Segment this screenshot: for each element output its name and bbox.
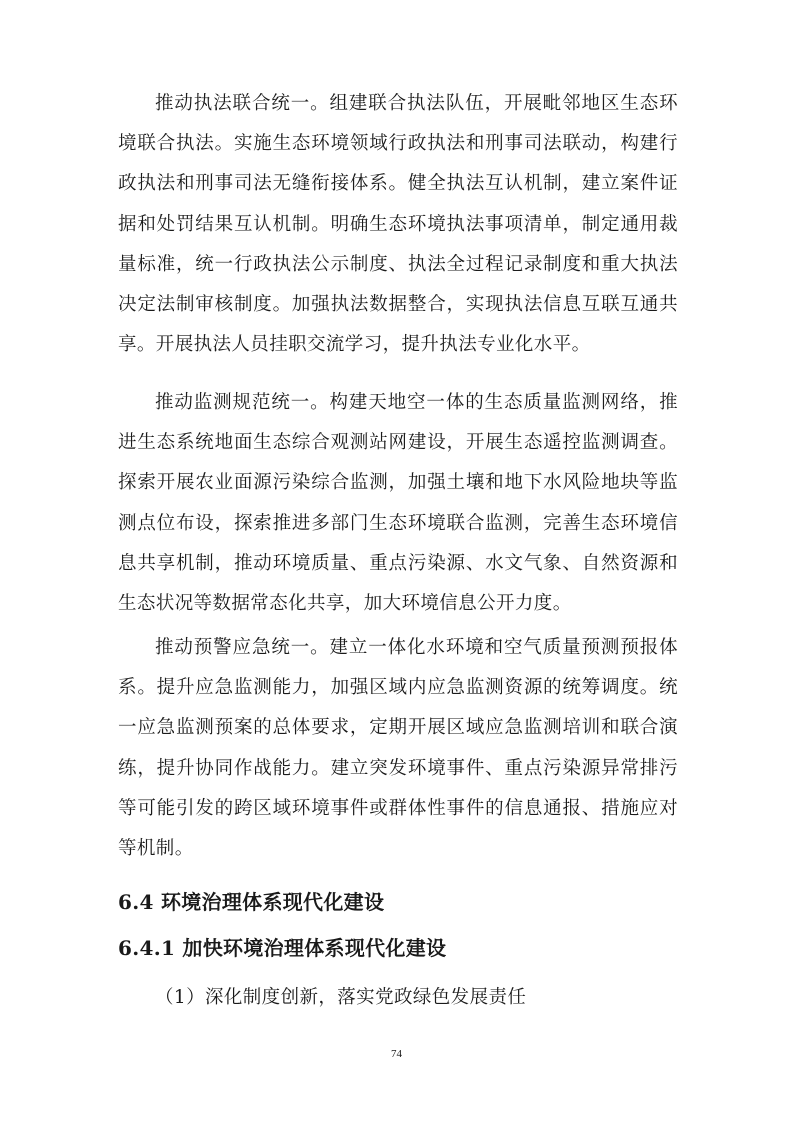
paragraph-early-warning: 推动预警应急统一。建立一体化水环境和空气质量预测预报体系。提升应急监测能力，加强区域内应急监测资源的统筹调度。统一应急监测预案的总体要求，定期开展区域应急监测培训和联合演练，提升协同作战能力。建立突发环境事件、重点污染源异常排污等可能引发的跨区域环境事件或群体性事件的信息通报、措施应对等机制。	[118, 637, 678, 860]
list-item: （1）深化制度创新，落实党政绿色发展责任	[155, 987, 527, 1008]
paragraph-monitoring: 推动监测规范统一。构建天地空一体的生态质量监测网络，推进生态系统地面生态综合观测站网建设，开展生态遥控监测调查。探索开展农业面源污染综合监测，加强土壤和地下水风险地块等监测点位布设，探索推进多部门生态环境联合监测，完善生态环境信息共享机制，推动环境质量、重点污染源、水文气象、自然资源和生态状况等数据常态化共享，加大环境信息公开力度。	[118, 392, 678, 615]
section-heading: 6.4 环境治理体系现代化建设	[118, 890, 385, 914]
paragraph-enforcement: 推动执法联合统一。组建联合执法队伍，开展毗邻地区生态环境联合执法。实施生态环境领域行政执法和刑事司法联动，构建行政执法和刑事司法无缝衔接体系。健全执法互认机制，建立案件证据和处罚结果互认机制。明确生态环境执法事项清单，制定通用裁量标准，统一行政执法公示制度、执法全过程记录制度和重大执法决定法制审核制度。加强执法数据整合，实现执法信息互联互通共享。开展执法人员挂职交流学习，提升执法专业化水平。	[118, 93, 678, 356]
subsection-heading: 6.4.1 加快环境治理体系现代化建设	[118, 936, 447, 960]
page-number: 74	[391, 1048, 402, 1060]
